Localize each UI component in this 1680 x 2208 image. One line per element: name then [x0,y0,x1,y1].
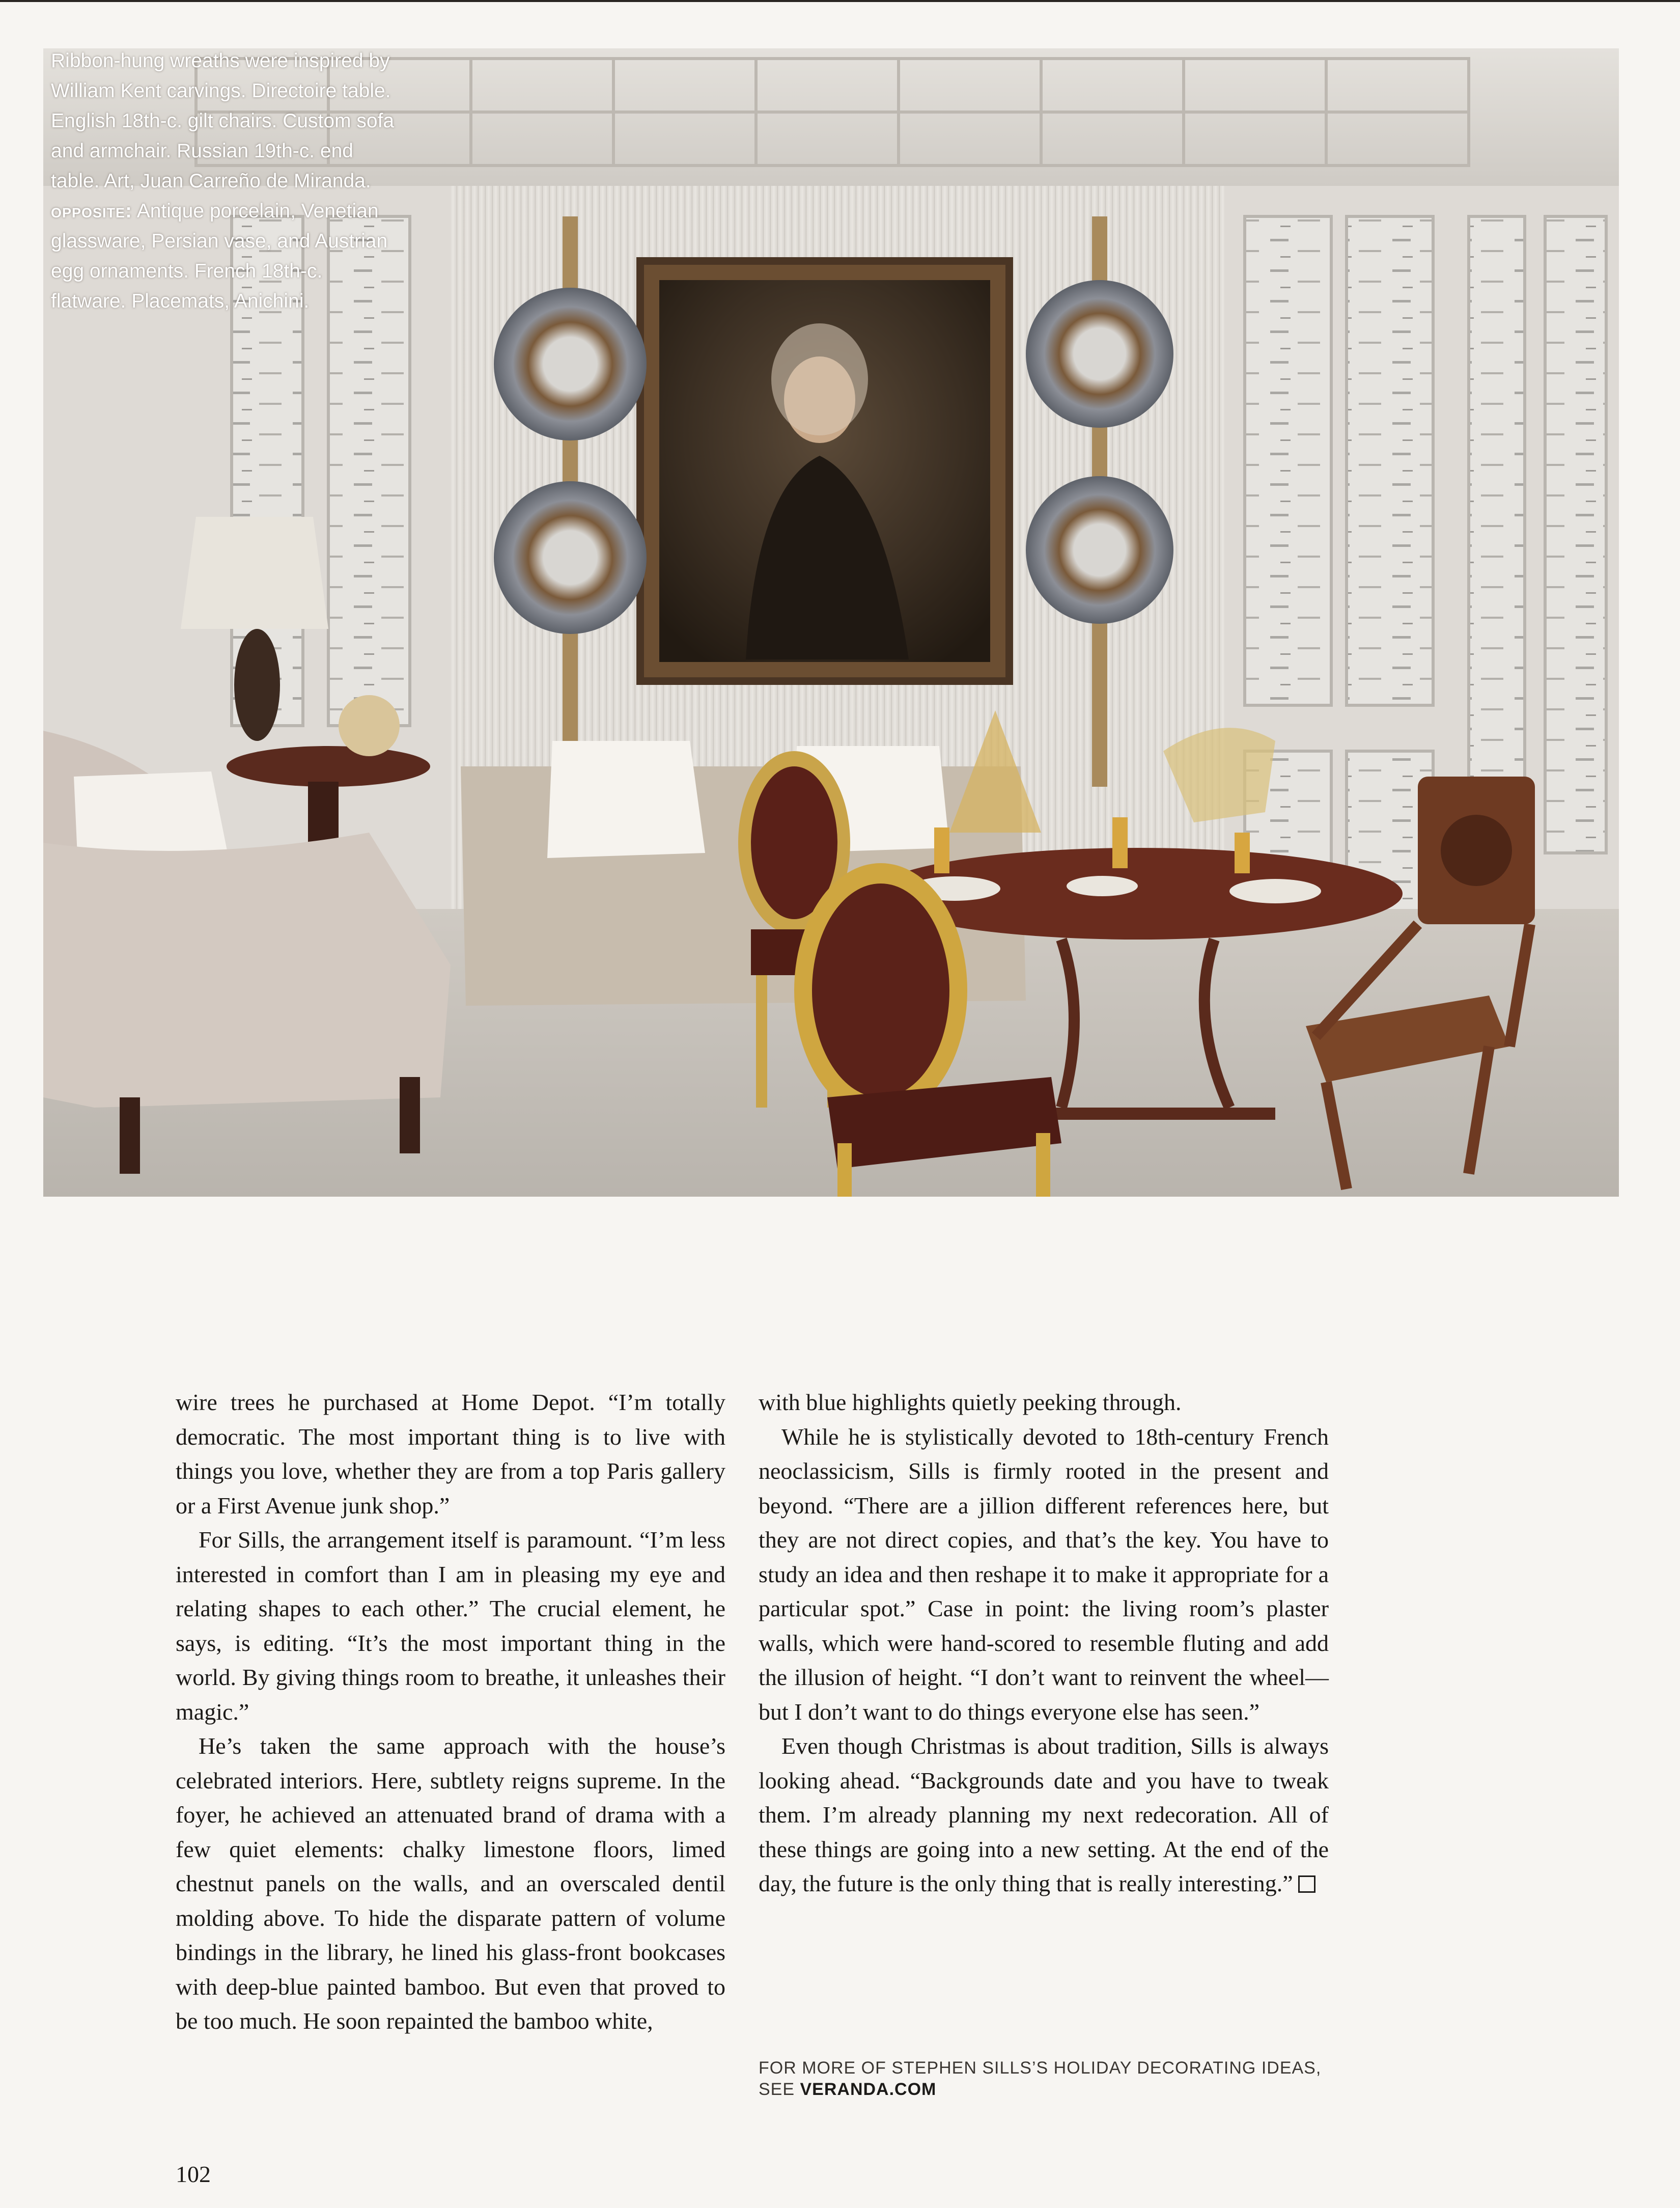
article-paragraph-final [759,1729,1329,1901]
more-ideas-note [759,2057,1329,2100]
caption-opposite-label: opposite: [51,200,133,222]
article-paragraph: wire trees he purchased at Home Depot. “I’m totally democratic. The most important thing is to live with things you love, whether they are from a top Paris gallery or a First Avenue junk shop.” [176,1389,725,1519]
photo-caption [51,46,397,316]
article-paragraph: While he is stylistically devoted to 18th-century French neoclassicism, Sills is firmly rooted in the present and beyond. “There are a jillion different references here, but they are not direct copies, and that’s the key. You have to study an idea and then reshape it to make it appropriate for a particular spot.” Case in point: the living room’s plaster walls, which were hand-scored to resemble fluting and add the illusion of height. “I don’t want to reinvent the wheel—but I don’t want to do things everyone else has seen.” [759,1423,1329,1725]
article-paragraph: He’s taken the same approach with the house’s celebrated interiors. Here, subtlety reigns supreme. In the foyer, he achieved an attenuated brand of drama with a few quiet elements: chalky limestone floors, limed chestnut panels on the walls, and an overscaled dentil molding above. To hide the disparate pattern of volume bindings in the library, he lined his glass-front bookcases with deep-blue painted bamboo. But even that proved to be too much. He soon repainted the bamboo white, [176,1733,725,2034]
article-column-right [759,1385,1329,1901]
caption-opposite-text: Antique porcelain, Venetian glassware, Persian vase, and Austrian egg ornaments. French 18th-c. flatware. Placemats, Anichini. [51,200,388,312]
article-column-left [176,1385,725,2038]
top-rule [0,0,1680,2]
end-mark-icon [1298,1875,1315,1893]
more-ideas-text: FOR MORE OF STEPHEN SILLS’S HOLIDAY DECORATING IDEAS, SEE [759,2058,1322,2099]
page-number: 102 [176,2161,211,2187]
caption-main: Ribbon-hung wreaths were inspired by William Kent carvings. Directoire table. English 18th-c. gilt chairs. Custom sofa and armchair. Russian 19th-c. end table. Art, Juan Carreño de Miranda. [51,50,395,192]
website-link[interactable]: VERANDA.COM [800,2080,937,2099]
article-paragraph-text: Even though Christmas is about tradition, Sills is always looking ahead. “Backgrounds date and you have to tweak them. I’m already planning my next redecoration. All of these things are going into a new setting. At the end of the day, the future is the only thing that is really interesting.” [759,1733,1329,1896]
article-paragraph: with blue highlights quietly peeking through. [759,1389,1182,1415]
article-paragraph: For Sills, the arrangement itself is paramount. “I’m less interested in comfort than I am in pleasing my eye and relating shapes to each other.” The crucial element, he says, is editing. “It’s the most important thing in the world. By giving things room to breathe, it unleashes their magic.” [176,1527,725,1725]
